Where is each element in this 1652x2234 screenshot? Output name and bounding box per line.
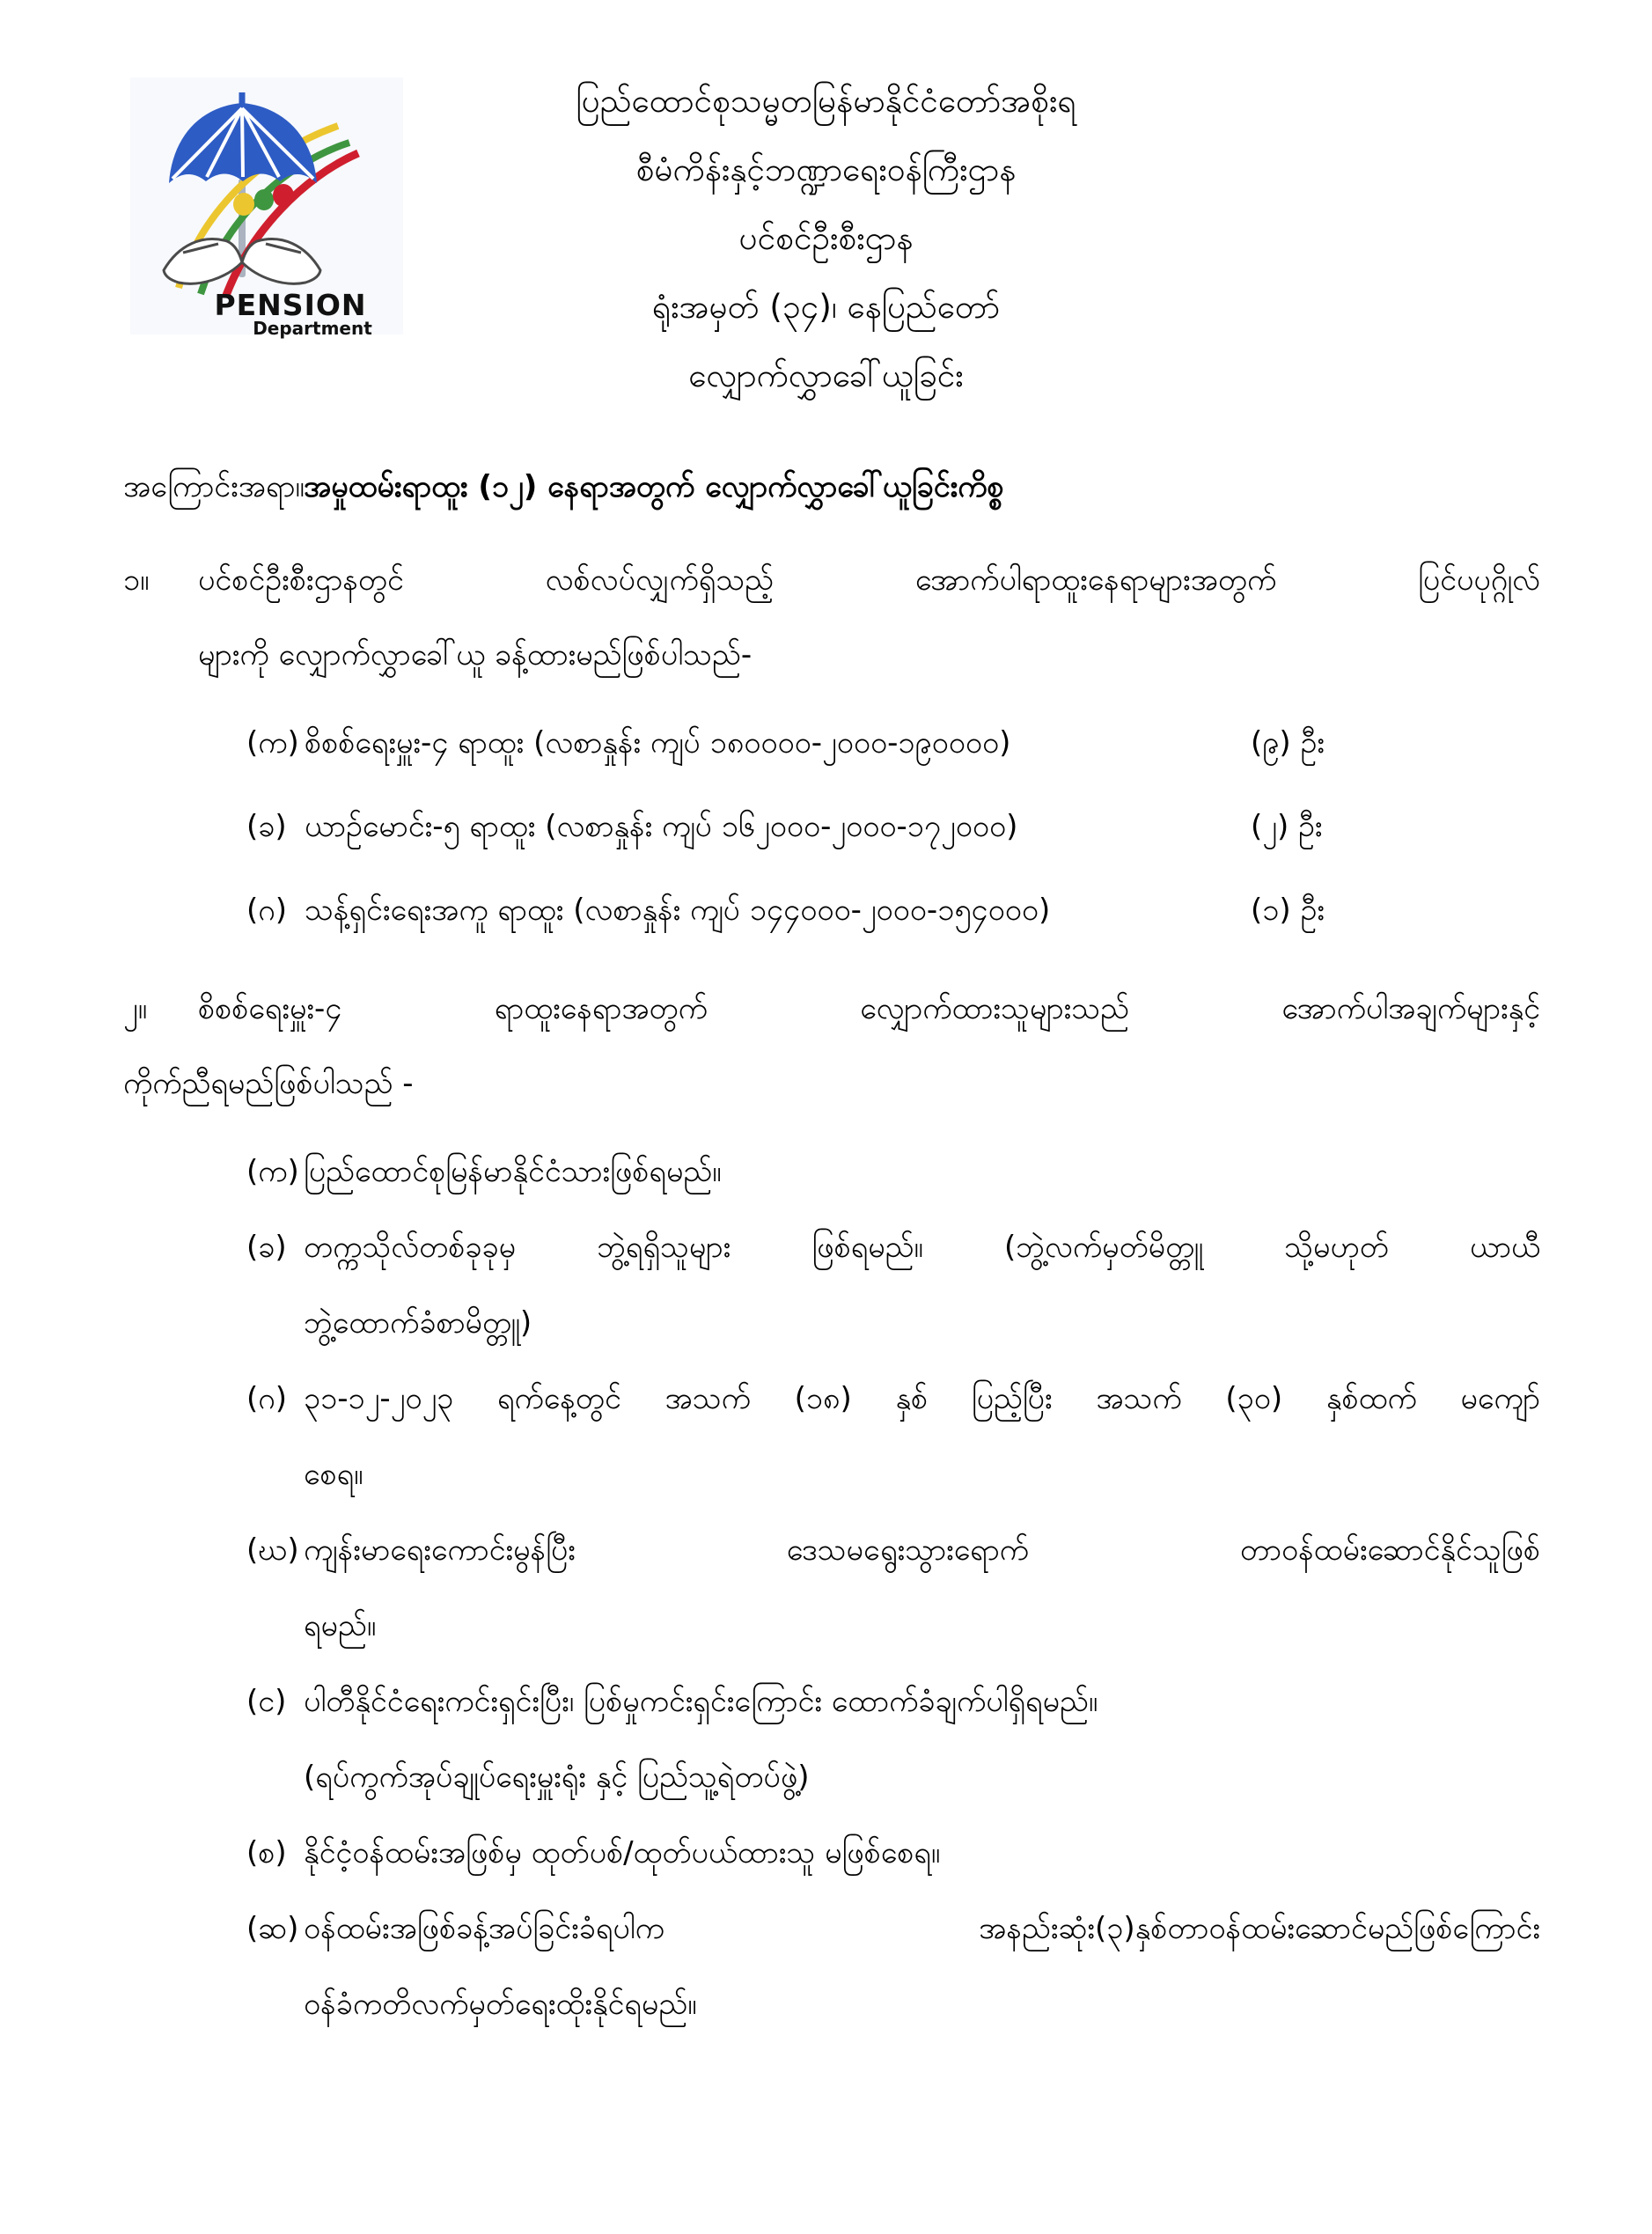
requirement-item-kha — [246, 1209, 1540, 1361]
position-title: စိစစ်ရေးမှူး-၄ ရာထူး (လစာနှုန်း ကျပ် ၁၈၀၀၀၀-၂၀၀၀-၁၉၀၀၀၀) — [305, 725, 1011, 761]
requirement-key: (ခ) — [246, 1230, 287, 1265]
requirement-item-ka — [246, 1134, 1540, 1209]
requirement-key: (စ) — [246, 1835, 287, 1870]
requirement-key: (င) — [246, 1684, 287, 1719]
paragraph-2-text: စိစစ်ရေးမှူး-၄ ရာထူးနေရာအတွက် လျှောက်ထားသူများသည် အောက်ပါအချက်များနှင့် — [198, 991, 1540, 1026]
requirement-text: တက္ကသိုလ်တစ်ခုခုမှ ဘွဲ့ရရှိသူများ ဖြစ်ရမည်။ (ဘွဲ့လက်မှတ်မိတ္တူ သို့မဟုတ် ယာယီ — [304, 1230, 1540, 1265]
header-line-department: ပင်စင်ဦးစီးဌာန — [738, 219, 914, 257]
requirement-key: (ဂ) — [246, 1381, 287, 1416]
position-key: (က) — [246, 725, 299, 761]
pension-logo-graphic — [130, 66, 403, 341]
position-item-kha — [246, 785, 1540, 869]
subject-label: အကြောင်းအရာ။ — [123, 469, 305, 504]
header-line-office-address: ရုံးအမှတ် (၃၄)၊ နေပြည်တော် — [651, 288, 1001, 326]
requirement-item-hsa — [246, 1891, 1540, 2042]
header-line-announcement-type: လျှောက်လွှာခေါ်ယူခြင်း — [688, 356, 964, 394]
header-line-government: ပြည်ထောင်စုသမ္မတမြန်မာနိုင်ငံတော်အစိုးရ — [576, 82, 1076, 120]
requirement-text: ဝန်ခံကတိလက်မှတ်ရေးထိုးနိုင်ရမည်။ — [304, 1987, 697, 2022]
position-title: ယာဉ်မောင်း-၅ ရာထူး (လစာနှုန်း ကျပ် ၁၆၂၀၀၀-၂၀၀၀-၁၇၂၀၀၀) — [305, 809, 1018, 844]
requirement-text: ဝန်ထမ်းအဖြစ်ခန့်အပ်ခြင်းခံရပါက အနည်းဆုံး(၃)နှစ်တာဝန်ထမ်းဆောင်မည်ဖြစ်ကြောင်း — [304, 1911, 1540, 1946]
pension-department-logo — [130, 66, 403, 341]
paragraph-1-line: များကို လျှောက်လွှာခေါ်ယူ ခန့်ထားမည်ဖြစ်ပါသည်- — [198, 637, 753, 672]
position-count: (၂) ဦး — [1251, 809, 1323, 844]
position-count: (၁) ဦး — [1251, 893, 1325, 928]
requirement-text: ဘွဲ့ထောက်ခံစာမိတ္တူ) — [304, 1305, 532, 1341]
position-key: (ခ) — [246, 809, 287, 844]
requirements-list — [246, 1134, 1540, 2042]
paragraph-2 — [123, 972, 1540, 1121]
document-body — [0, 467, 1652, 2042]
paragraph-1-line: ပင်စင်ဦးစီးဌာနတွင် လစ်လပ်လျှက်ရှိသည့် အောက်ပါရာထူးနေရာများအတွက် ပြင်ပပုဂ္ဂိုလ် — [198, 562, 1540, 598]
position-title: သန့်ရှင်းရေးအကူ ရာထူး (လစာနှုန်း ကျပ် ၁၄၄၀၀၀-၂၀၀၀-၁၅၄၀၀၀) — [305, 893, 1051, 928]
requirement-key: (ဃ) — [246, 1532, 299, 1568]
subject-line — [123, 467, 1540, 511]
requirement-key: (က) — [246, 1154, 299, 1189]
requirement-item-nga — [246, 1664, 1540, 1815]
requirement-key: (ဆ) — [246, 1911, 299, 1946]
subject-title: အမှုထမ်းရာထူး (၁၂) နေရာအတွက် လျှောက်လွှာခေါ်ယူခြင်းကိစ္စ — [304, 469, 1004, 504]
paragraph-2-line — [123, 972, 1540, 1047]
requirement-text: စေရ။ — [304, 1457, 363, 1492]
requirement-text: (ရပ်ကွက်အုပ်ချုပ်ရေးမှူးရုံး နှင့် ပြည်သူ့ရဲတပ်ဖွဲ့) — [304, 1760, 810, 1795]
requirement-text: ၃၁-၁၂-၂၀၂၃ ရက်နေ့တွင် အသက် (၁၈) နှစ် ပြည့်ပြီး အသက် (၃၀) နှစ်ထက် မကျော် — [304, 1381, 1540, 1416]
requirement-item-ga — [246, 1361, 1540, 1512]
paragraph-1-number: ၁။ — [123, 562, 150, 598]
paragraph-2-number: ၂။ — [123, 991, 147, 1026]
requirement-text: ကျန်းမာရေးကောင်းမွန်ပြီး ဒေသမရွေးသွားရောက် တာဝန်ထမ်းဆောင်နိုင်သူဖြစ် — [304, 1532, 1540, 1568]
requirement-text: ပြည်ထောင်စုမြန်မာနိုင်ငံသားဖြစ်ရမည်။ — [304, 1154, 722, 1189]
requirement-text: ရမည်။ — [304, 1608, 377, 1643]
paragraph-2-line: ကိုက်ညီရမည်ဖြစ်ပါသည် - — [123, 1066, 414, 1101]
header-line-ministry: စီမံကိန်းနှင့်ဘဏ္ဍာရေးဝန်ကြီးဌာန — [635, 151, 1017, 188]
position-item-ga — [246, 869, 1540, 952]
requirement-item-sa — [246, 1815, 1540, 1891]
logo-subtitle: Department — [253, 318, 372, 339]
position-count: (၉) ဦး — [1251, 725, 1325, 761]
logo-title: PENSION — [214, 288, 367, 322]
positions-list — [246, 702, 1540, 952]
requirement-text: ပါတီနိုင်ငံရေးကင်းရှင်းပြီး၊ ပြစ်မှုကင်းရှင်းကြောင်း ထောက်ခံချက်ပါရှိရမည်။ — [304, 1684, 1098, 1719]
paragraph-1 — [123, 543, 1540, 693]
requirement-item-gha — [246, 1512, 1540, 1664]
position-key: (ဂ) — [246, 893, 287, 928]
position-item-ka — [246, 702, 1540, 785]
requirement-text: နိုင်ငံ့ဝန်ထမ်းအဖြစ်မှ ထုတ်ပစ်/ထုတ်ပယ်ထားသူ မဖြစ်စေရ။ — [304, 1835, 941, 1870]
